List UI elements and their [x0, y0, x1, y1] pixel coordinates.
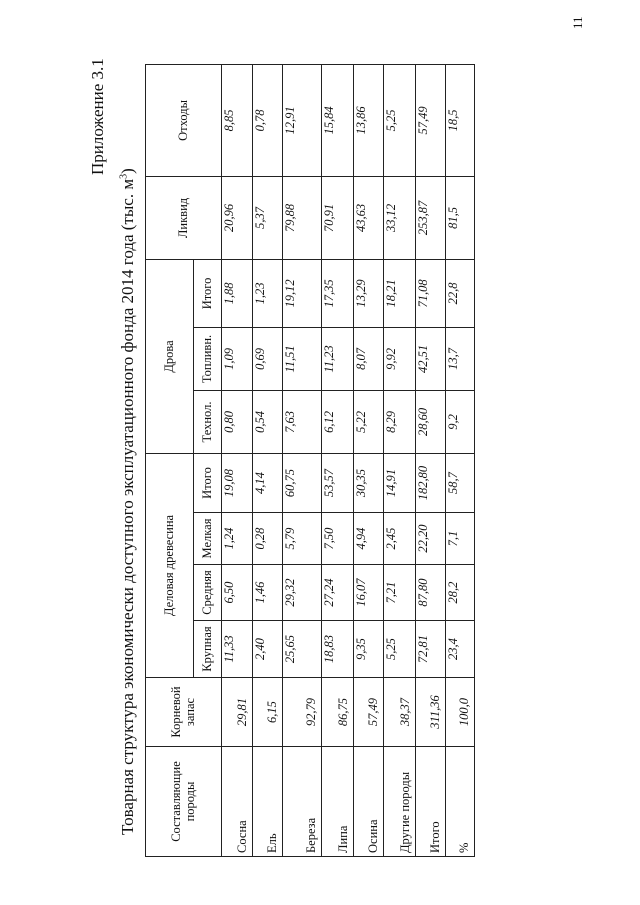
cell-liquid: 253,87 — [416, 176, 446, 259]
cell-large: 72,81 — [416, 621, 446, 678]
cell-fuel: 1,09 — [222, 327, 253, 390]
cell-technological: 6,12 — [322, 390, 354, 453]
page-number: 11 — [570, 16, 585, 29]
table-row — [354, 64, 384, 856]
row-name: % — [446, 747, 475, 857]
row-name: Береза — [283, 747, 322, 857]
timber-structure-table — [145, 64, 475, 857]
cell-business-total: 4,14 — [253, 453, 283, 512]
cell-waste: 18,5 — [446, 64, 475, 176]
cell-liquid: 70,91 — [322, 176, 354, 259]
row-name: Осина — [354, 747, 384, 857]
cell-firewood-total: 17,35 — [322, 259, 354, 327]
cell-medium: 28,2 — [446, 565, 475, 621]
cell-large: 18,83 — [322, 621, 354, 678]
table-row — [384, 64, 416, 856]
header-firewood: Дрова — [146, 259, 194, 453]
header-waste: Отходы — [146, 64, 222, 176]
table-title-closing: ) — [118, 168, 137, 174]
header-small: Мелкая — [194, 513, 222, 565]
cell-medium: 27,24 — [322, 565, 354, 621]
cell-technological: 0,80 — [222, 390, 253, 453]
table-title — [118, 168, 138, 835]
header-fuel: Топливн. — [194, 327, 222, 390]
cell-business-total: 60,75 — [283, 453, 322, 512]
table-row — [222, 64, 253, 856]
cell-fuel: 11,51 — [283, 327, 322, 390]
cell-large: 25,65 — [283, 621, 322, 678]
header-species: Составляющие породы — [146, 747, 222, 857]
cell-business-total: 53,57 — [322, 453, 354, 512]
table-title-text: Товарная структура экономически доступного эксплуатационного фонда 2014 года (тыс. м — [118, 178, 137, 835]
header-business-wood: Деловая древесина — [146, 453, 194, 677]
cell-technological: 9,2 — [446, 390, 475, 453]
cell-liquid: 20,96 — [222, 176, 253, 259]
cell-waste: 8,85 — [222, 64, 253, 176]
cell-small: 1,24 — [222, 513, 253, 565]
header-business-total: Итого — [194, 453, 222, 512]
cell-stock: 57,49 — [354, 678, 384, 747]
cell-waste: 12,91 — [283, 64, 322, 176]
cell-medium: 16,07 — [354, 565, 384, 621]
cell-medium: 7,21 — [384, 565, 416, 621]
cell-stock: 100,0 — [446, 678, 475, 747]
table-row — [253, 64, 283, 856]
cell-business-total: 58,7 — [446, 453, 475, 512]
row-name: Ель — [253, 747, 283, 857]
cell-fuel: 11,23 — [322, 327, 354, 390]
cell-technological: 0,54 — [253, 390, 283, 453]
cell-fuel: 42,51 — [416, 327, 446, 390]
cell-stock: 92,79 — [283, 678, 322, 747]
cell-firewood-total: 22,8 — [446, 259, 475, 327]
cell-technological: 5,22 — [354, 390, 384, 453]
cell-firewood-total: 18,21 — [384, 259, 416, 327]
cell-waste: 13,86 — [354, 64, 384, 176]
cell-firewood-total: 13,29 — [354, 259, 384, 327]
cell-business-total: 182,80 — [416, 453, 446, 512]
cell-small: 0,28 — [253, 513, 283, 565]
appendix-label: Приложение 3.1 — [88, 58, 107, 175]
table-row — [446, 64, 475, 856]
cell-technological: 28,60 — [416, 390, 446, 453]
cell-liquid: 33,12 — [384, 176, 416, 259]
cell-business-total: 19,08 — [222, 453, 253, 512]
header-firewood-total: Итого — [194, 259, 222, 327]
row-name: Липа — [322, 747, 354, 857]
cell-business-total: 14,91 — [384, 453, 416, 512]
cell-stock: 86,75 — [322, 678, 354, 747]
cell-medium: 1,46 — [253, 565, 283, 621]
cell-large: 23,4 — [446, 621, 475, 678]
cell-medium: 6,50 — [222, 565, 253, 621]
cell-stock: 38,37 — [384, 678, 416, 747]
cell-small: 2,45 — [384, 513, 416, 565]
cell-large: 5,25 — [384, 621, 416, 678]
cell-technological: 8,29 — [384, 390, 416, 453]
cell-stock: 6,15 — [253, 678, 283, 747]
cell-medium: 29,32 — [283, 565, 322, 621]
cell-waste: 15,84 — [322, 64, 354, 176]
row-name: Другие породы — [384, 747, 416, 857]
cell-fuel: 0,69 — [253, 327, 283, 390]
cell-fuel: 8,07 — [354, 327, 384, 390]
header-large: Крупная — [194, 621, 222, 678]
cell-fuel: 9,92 — [384, 327, 416, 390]
cell-waste: 57,49 — [416, 64, 446, 176]
cell-firewood-total: 19,12 — [283, 259, 322, 327]
cell-liquid: 79,88 — [283, 176, 322, 259]
cell-stock: 311,36 — [416, 678, 446, 747]
header-stock: Корневой запас — [146, 678, 222, 747]
table-row — [283, 64, 322, 856]
cell-business-total: 30,35 — [354, 453, 384, 512]
header-technological: Технол. — [194, 390, 222, 453]
cell-large: 11,33 — [222, 621, 253, 678]
table-row — [322, 64, 354, 856]
cell-small: 7,50 — [322, 513, 354, 565]
cell-small: 22,20 — [416, 513, 446, 565]
cell-firewood-total: 1,23 — [253, 259, 283, 327]
cell-small: 4,94 — [354, 513, 384, 565]
cell-firewood-total: 71,08 — [416, 259, 446, 327]
cell-technological: 7,63 — [283, 390, 322, 453]
cell-small: 5,79 — [283, 513, 322, 565]
cell-large: 2,40 — [253, 621, 283, 678]
header-medium: Средняя — [194, 565, 222, 621]
header-liquid: Ликвид — [146, 176, 222, 259]
cell-small: 7,1 — [446, 513, 475, 565]
cell-liquid: 43,63 — [354, 176, 384, 259]
cell-liquid: 81,5 — [446, 176, 475, 259]
table-title-superscript: 3 — [118, 173, 130, 179]
row-name: Итого — [416, 747, 446, 857]
cell-large: 9,35 — [354, 621, 384, 678]
cell-waste: 0,78 — [253, 64, 283, 176]
row-name: Сосна — [222, 747, 253, 857]
cell-stock: 29,81 — [222, 678, 253, 747]
cell-medium: 87,80 — [416, 565, 446, 621]
table-row — [416, 64, 446, 856]
cell-waste: 5,25 — [384, 64, 416, 176]
cell-liquid: 5,37 — [253, 176, 283, 259]
cell-fuel: 13,7 — [446, 327, 475, 390]
cell-firewood-total: 1,88 — [222, 259, 253, 327]
